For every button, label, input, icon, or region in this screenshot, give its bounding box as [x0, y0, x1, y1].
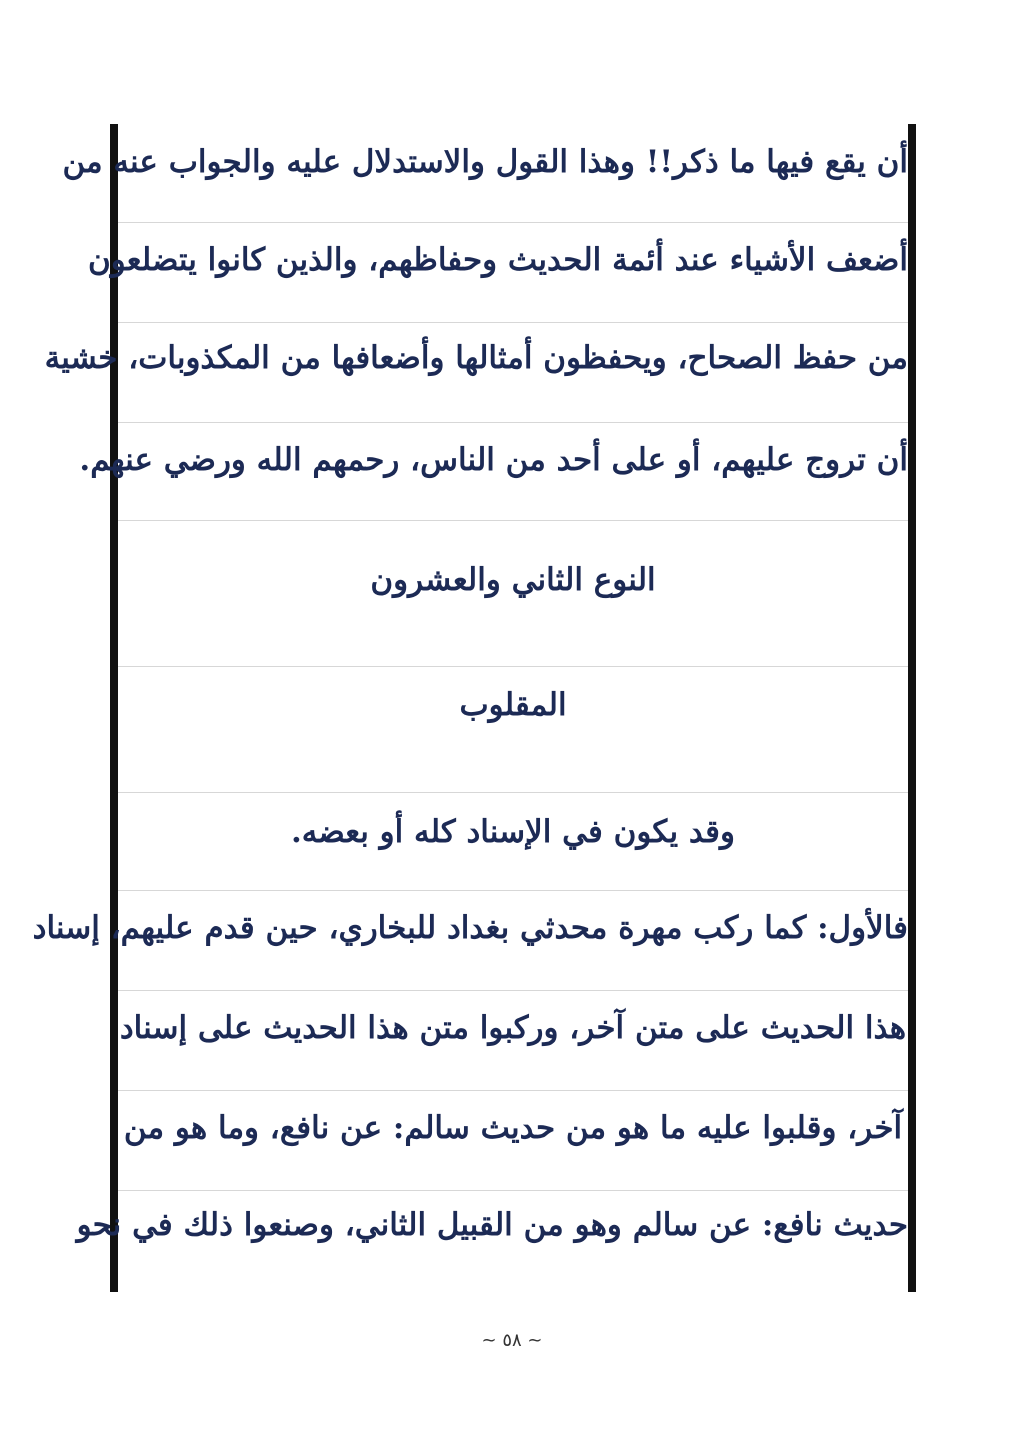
text-line-4: أن تروج عليهم، أو على أحد من الناس، رحمهم الله ورضي عنهم. — [79, 442, 908, 478]
line-separator — [118, 666, 908, 667]
text-line-2: أضعف الأشياء عند أئمة الحديث وحفاظهم، والذين كانوا يتضلعون — [88, 242, 908, 278]
line-separator — [118, 222, 908, 223]
text-line-3: من حفظ الصحاح، ويحفظون أمثالها وأضعافها من المكذوبات، خشية — [44, 340, 908, 376]
body-line-2: هذا الحديث على متن آخر، وركبوا متن هذا الحديث على إسناد — [119, 1010, 907, 1046]
page-number: ~ ٥٨ ~ — [481, 1330, 543, 1351]
body-line-1: فالأول: كما ركب مهرة محدثي بغداد للبخاري، حين قدم عليهم، إسناد — [32, 910, 908, 946]
line-separator — [118, 792, 908, 793]
intro-line: وقد يكون في الإسناد كله أو بعضه. — [291, 814, 735, 850]
line-separator — [118, 322, 908, 323]
line-separator — [118, 520, 908, 521]
line-separator — [118, 990, 908, 991]
section-subheading: المقلوب — [459, 687, 567, 723]
body-line-3: آخر، وقلبوا عليه ما هو من حديث سالم: عن نافع، وما هو من — [123, 1110, 903, 1146]
section-heading: النوع الثاني والعشرون — [370, 562, 656, 598]
text-line-1: أن يقع فيها ما ذكر!! وهذا القول والاستدلال عليه والجواب عنه من — [62, 144, 908, 180]
line-separator — [118, 1190, 908, 1191]
line-separator — [118, 1090, 908, 1091]
line-separator — [118, 890, 908, 891]
body-line-4: حديث نافع: عن سالم وهو من القبيل الثاني، وصنعوا ذلك في نحو — [76, 1207, 908, 1243]
line-separator — [118, 422, 908, 423]
